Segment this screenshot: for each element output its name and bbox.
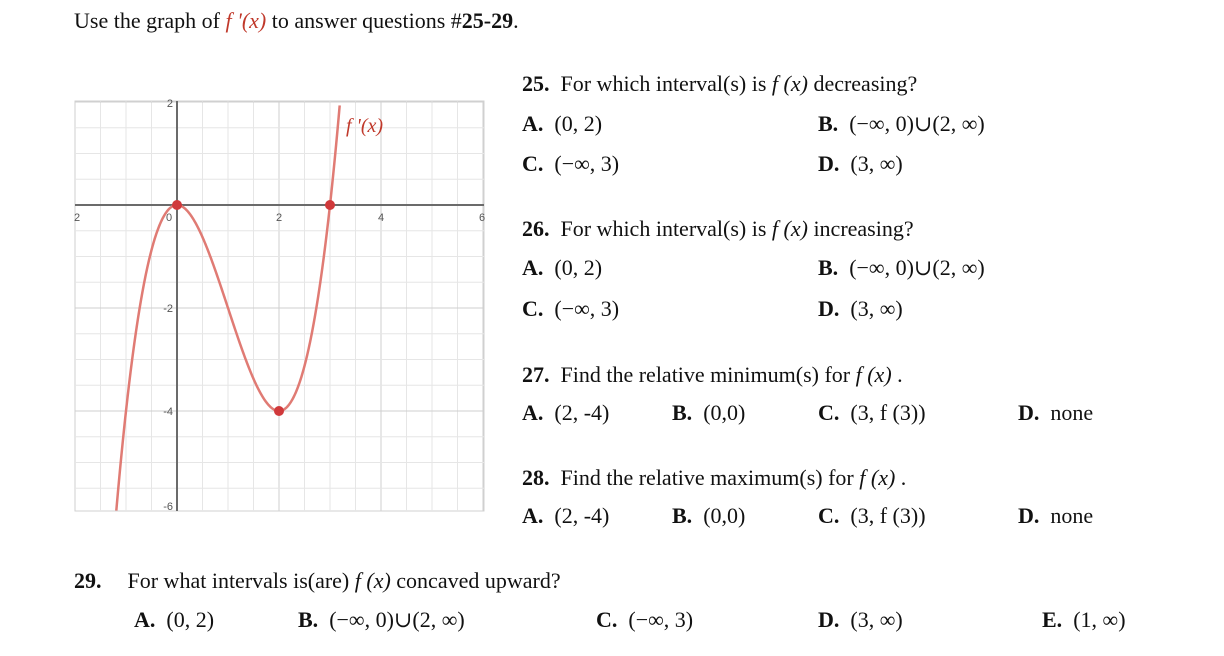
derivative-graph bbox=[60, 90, 500, 522]
q28-fx: f (x) bbox=[859, 465, 896, 490]
q27-number: 27. bbox=[522, 362, 550, 387]
q29-option-e[interactable] bbox=[1042, 607, 1126, 633]
q25-prompt bbox=[522, 71, 917, 97]
q27-option-c-letter: C. bbox=[818, 400, 840, 425]
q28-number: 28. bbox=[522, 465, 550, 490]
q26-option-b[interactable] bbox=[818, 255, 985, 281]
q28-option-c-letter: C. bbox=[818, 503, 840, 528]
q26-number: 26. bbox=[522, 216, 550, 241]
y-tick-label: -2 bbox=[163, 303, 173, 315]
q29-option-e-letter: E. bbox=[1042, 607, 1063, 632]
instructions-suffix: to answer questions # bbox=[266, 8, 462, 33]
q25-option-a-text: (0, 2) bbox=[554, 111, 603, 136]
q27-option-b-text: (0,0) bbox=[703, 400, 746, 425]
q25-option-c-letter: C. bbox=[522, 151, 544, 176]
q25-option-c-text: (−∞, 3) bbox=[554, 151, 620, 176]
q28-option-c[interactable] bbox=[818, 503, 926, 529]
q27-option-d-letter: D. bbox=[1018, 400, 1040, 425]
q25-fx: f (x) bbox=[771, 71, 808, 96]
q29-option-d-letter: D. bbox=[818, 607, 840, 632]
q25-option-c[interactable] bbox=[522, 151, 619, 177]
q26-option-b-text: (−∞, 0)∪(2, ∞) bbox=[849, 255, 985, 280]
q26-option-b-letter: B. bbox=[818, 255, 839, 280]
q29-option-c-letter: C. bbox=[596, 607, 618, 632]
q26-option-a-letter: A. bbox=[522, 255, 544, 280]
q29-option-b-text: (−∞, 0)∪(2, ∞) bbox=[329, 607, 465, 632]
instructions-prefix: Use the graph of bbox=[74, 8, 226, 33]
q28-prompt bbox=[522, 465, 906, 491]
q28-option-a-letter: A. bbox=[522, 503, 544, 528]
y-tick-label: 2 bbox=[166, 98, 173, 110]
q28-option-a[interactable] bbox=[522, 503, 609, 529]
instructions bbox=[74, 8, 519, 34]
instructions-end: . bbox=[513, 8, 519, 33]
q28-option-d[interactable] bbox=[1018, 503, 1093, 529]
q27-fx: f (x) bbox=[855, 362, 892, 387]
q28-option-a-text: (2, -4) bbox=[554, 503, 610, 528]
q29-option-d[interactable] bbox=[818, 607, 903, 633]
q26-option-d[interactable] bbox=[818, 296, 903, 322]
q28-option-d-letter: D. bbox=[1018, 503, 1040, 528]
q25-option-b[interactable] bbox=[818, 111, 985, 137]
q25-option-b-text: (−∞, 0)∪(2, ∞) bbox=[849, 111, 985, 136]
q25-option-a-letter: A. bbox=[522, 111, 544, 136]
x-tick-label: 6 bbox=[478, 212, 486, 224]
q26-option-c-letter: C. bbox=[522, 296, 544, 321]
q29-number: 29. bbox=[74, 568, 102, 593]
q29-prompt bbox=[74, 568, 561, 594]
q28-option-d-text: none bbox=[1050, 503, 1094, 528]
marked-point bbox=[274, 406, 284, 416]
x-tick-label: 4 bbox=[377, 212, 385, 224]
q26-option-a[interactable] bbox=[522, 255, 602, 281]
q27-option-d-text: none bbox=[1050, 400, 1094, 425]
q26-option-a-text: (0, 2) bbox=[554, 255, 603, 280]
q28-option-b-text: (0,0) bbox=[703, 503, 746, 528]
q27-prompt bbox=[522, 362, 903, 388]
q27-option-b-letter: B. bbox=[672, 400, 693, 425]
q29-option-d-text: (3, ∞) bbox=[850, 607, 903, 632]
marked-point bbox=[172, 200, 182, 210]
q25-option-b-letter: B. bbox=[818, 111, 839, 136]
x-tick-label: 2 bbox=[73, 212, 81, 224]
q28-option-b[interactable] bbox=[672, 503, 745, 529]
instructions-function: f '(x) bbox=[225, 8, 267, 33]
q25-text-pre: For which interval(s) is bbox=[560, 71, 772, 96]
q27-text-pre: Find the relative minimum(s) for bbox=[560, 362, 856, 387]
marked-point bbox=[325, 200, 335, 210]
q25-option-d-text: (3, ∞) bbox=[850, 151, 903, 176]
q28-text-post: . bbox=[895, 465, 907, 490]
q28-option-c-text: (3, f (3)) bbox=[850, 503, 926, 528]
q28-text-pre: Find the relative maximum(s) for bbox=[560, 465, 860, 490]
q29-text-pre: For what intervals is(are) bbox=[127, 568, 355, 593]
q26-prompt bbox=[522, 216, 914, 242]
q29-option-a[interactable] bbox=[134, 607, 214, 633]
q26-text-post: increasing? bbox=[807, 216, 914, 241]
x-tick-label: 0 bbox=[165, 212, 173, 224]
q29-option-b[interactable] bbox=[298, 607, 465, 633]
q27-text-post: . bbox=[891, 362, 903, 387]
curve-label: f '(x) bbox=[346, 115, 384, 137]
q27-option-c[interactable] bbox=[818, 400, 926, 426]
q26-fx: f (x) bbox=[771, 216, 808, 241]
q27-option-a[interactable] bbox=[522, 400, 609, 426]
q29-option-a-letter: A. bbox=[134, 607, 156, 632]
q29-option-b-letter: B. bbox=[298, 607, 319, 632]
q28-option-b-letter: B. bbox=[672, 503, 693, 528]
q25-text-post: decreasing? bbox=[807, 71, 918, 96]
q26-option-c-text: (−∞, 3) bbox=[554, 296, 620, 321]
q29-option-a-text: (0, 2) bbox=[166, 607, 215, 632]
q29-option-e-text: (1, ∞) bbox=[1073, 607, 1126, 632]
q25-option-d[interactable] bbox=[818, 151, 903, 177]
q25-option-d-letter: D. bbox=[818, 151, 840, 176]
q27-option-d[interactable] bbox=[1018, 400, 1093, 426]
q25-number: 25. bbox=[522, 71, 550, 96]
instructions-range: 25-29 bbox=[461, 8, 514, 33]
q29-fx: f (x) bbox=[354, 568, 391, 593]
q27-option-a-text: (2, -4) bbox=[554, 400, 610, 425]
q26-option-d-text: (3, ∞) bbox=[850, 296, 903, 321]
q26-text-pre: For which interval(s) is bbox=[560, 216, 772, 241]
q26-option-d-letter: D. bbox=[818, 296, 840, 321]
x-tick-label: 2 bbox=[275, 212, 283, 224]
q29-option-c-text: (−∞, 3) bbox=[628, 607, 694, 632]
q27-option-c-text: (3, f (3)) bbox=[850, 400, 926, 425]
q26-option-c[interactable] bbox=[522, 296, 619, 322]
y-tick-label: -4 bbox=[163, 406, 173, 418]
q27-option-b[interactable] bbox=[672, 400, 745, 426]
y-tick-label: -6 bbox=[163, 501, 173, 513]
q29-option-c[interactable] bbox=[596, 607, 693, 633]
q27-option-a-letter: A. bbox=[522, 400, 544, 425]
q25-option-a[interactable] bbox=[522, 111, 602, 137]
q29-text-post: concaved upward? bbox=[390, 568, 561, 593]
